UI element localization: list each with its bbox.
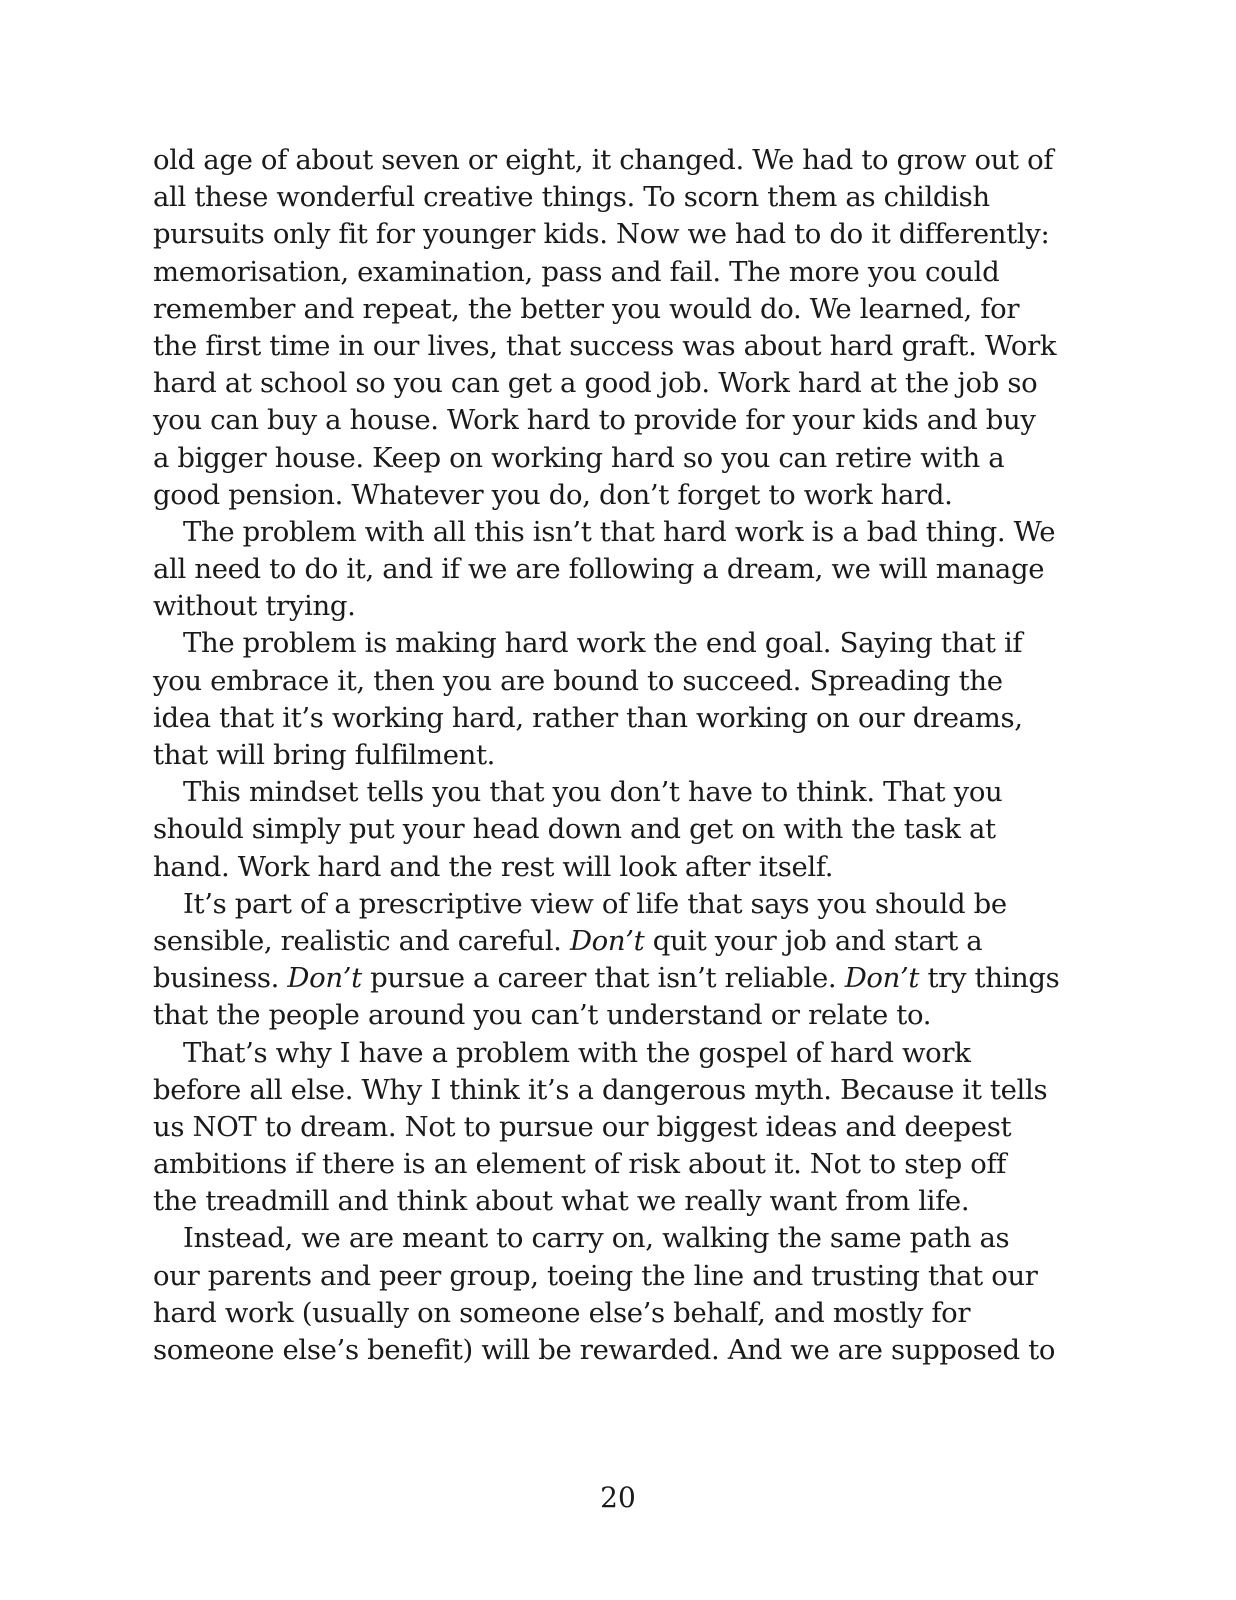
text-line: ambitions if there is an element of risk about it. Not to step off — [153, 1148, 1007, 1181]
text-run: quit your job and start a — [644, 924, 983, 957]
emphasis-text: Don’t — [287, 962, 362, 995]
text-line: all need to do it, and if we are following a dream, we will manage — [153, 553, 1045, 586]
text-line: pursuits only fit for younger kids. Now we had to do it differently: — [153, 218, 1050, 251]
text-line: someone else’s benefit) will be rewarded. And we are supposed to — [153, 1334, 1056, 1366]
text-line: memorisation, examination, pass and fail. The more you could — [153, 255, 1000, 288]
text-line-with-emphasis — [153, 923, 1073, 960]
text-run: pursue a career that isn’t reliable. — [361, 962, 845, 995]
paragraph-start-line: It’s part of a prescriptive view of life that says you should be — [183, 887, 1007, 920]
text-line: idea that it’s working hard, rather than working on our dreams, — [153, 701, 1023, 734]
text-line: a bigger house. Keep on working hard so you can retire with a — [153, 441, 1005, 474]
text-line: without trying. — [153, 590, 356, 623]
text-line: remember and repeat, the better you would do. We learned, for — [153, 292, 1020, 325]
text-line: you embrace it, then you are bound to succeed. Spreading the — [153, 664, 1003, 697]
paragraph-start-line: This mindset tells you that you don’t have to think. That you — [183, 776, 1003, 809]
text-line: that the people around you can’t understand or relate to. — [153, 999, 932, 1032]
paragraph-start-line: The problem is making hard work the end goal. Saying that if — [183, 627, 1023, 660]
text-run: try things — [919, 962, 1060, 995]
text-line: old age of about seven or eight, it changed. We had to grow out of — [153, 144, 1054, 176]
text-line: the treadmill and think about what we really want from life. — [153, 1185, 970, 1218]
text-line: hard at school so you can get a good job. Work hard at the job so — [153, 367, 1038, 400]
text-line: hand. Work hard and the rest will look after itself. — [153, 850, 834, 883]
text-line: you can buy a house. Work hard to provide for your kids and buy — [153, 404, 1036, 437]
text-line: us NOT to dream. Not to pursue our biggest ideas and deepest — [153, 1110, 1012, 1143]
text-line: should simply put your head down and get on with the task at — [153, 813, 996, 846]
emphasis-text: Don’t — [844, 962, 920, 995]
emphasis-text: Don’t — [569, 924, 645, 957]
text-run: business. — [153, 962, 288, 995]
paragraph-start-line: Instead, we are meant to carry on, walking the same path as — [183, 1222, 1010, 1255]
text-line-with-emphasis — [153, 960, 1073, 997]
text-line: all these wonderful creative things. To scorn them as childish — [153, 181, 990, 214]
page-number: 20 — [600, 1481, 636, 1514]
text-line: the first time in our lives, that success was about hard graft. Work — [153, 329, 1057, 362]
text-line: good pension. Whatever you do, don’t forget to work hard. — [153, 478, 953, 511]
body-text — [153, 142, 1073, 1369]
text-run: sensible, realistic and careful. — [153, 924, 570, 957]
paragraph-start-line: That’s why I have a problem with the gospel of hard work — [183, 1036, 971, 1069]
text-line: our parents and peer group, toeing the line and trusting that our — [153, 1259, 1038, 1292]
text-line: that will bring fulfilment. — [153, 739, 496, 771]
text-line: before all else. Why I think it’s a dangerous myth. Because it tells — [153, 1073, 1048, 1106]
text-line: hard work (usually on someone else’s behalf, and mostly for — [153, 1296, 971, 1329]
paragraph-start-line: The problem with all this isn’t that hard work is a bad thing. We — [183, 515, 1056, 548]
